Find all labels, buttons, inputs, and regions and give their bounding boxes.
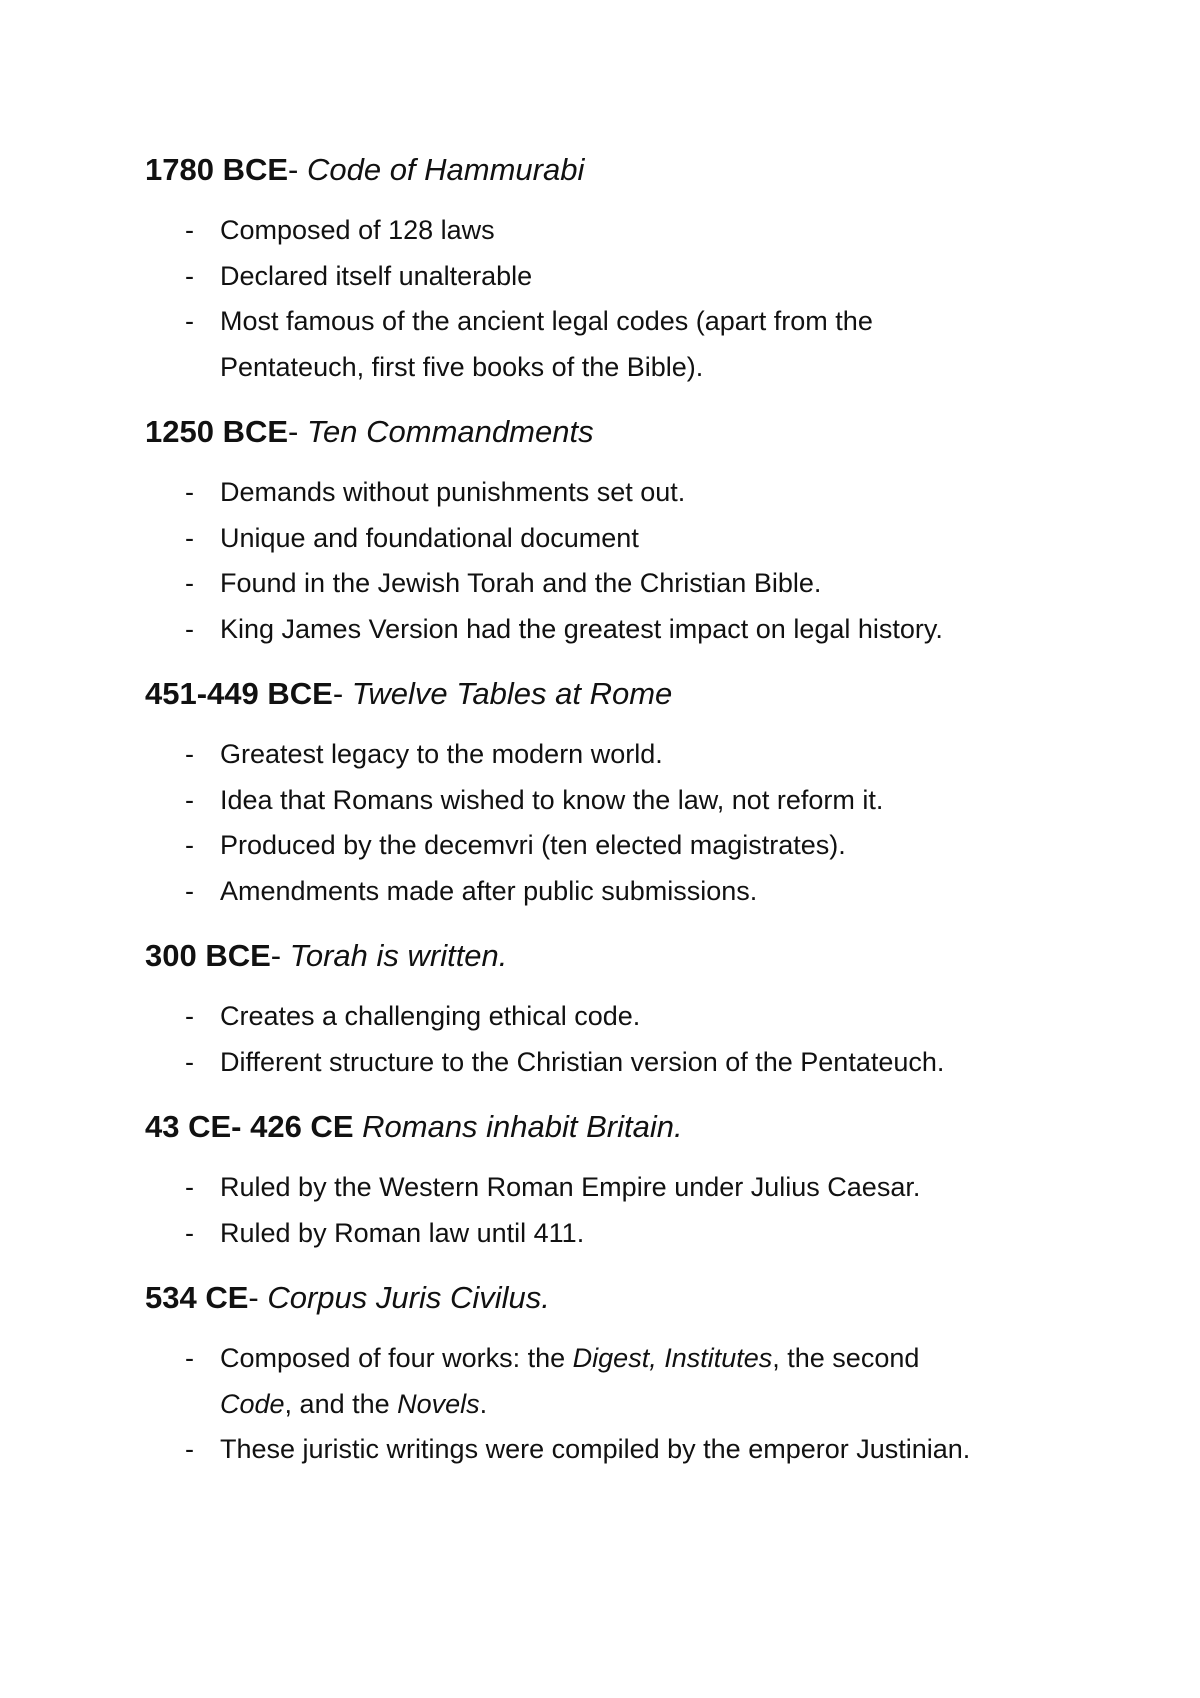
timeline-entry [145, 936, 1100, 1085]
bullet-text: Ruled by Roman law until 411. [220, 1217, 585, 1248]
italic-text-run: Digest, Institutes [572, 1343, 773, 1373]
dash-marker: - [185, 215, 194, 245]
list-item [145, 607, 1100, 653]
timeline-entry [145, 150, 1100, 390]
bullet-list [145, 208, 1100, 390]
dash-marker: - [185, 1434, 194, 1464]
entry-heading [145, 1278, 1100, 1318]
timeline-entry [145, 1107, 1100, 1256]
bullet-list [145, 1336, 1100, 1473]
bullet-text-line [220, 1382, 1100, 1428]
entry-separator: - [288, 414, 307, 449]
entry-title: Ten Commandments [306, 414, 594, 449]
bullet-text: Found in the Jewish Torah and the Christian Bible. [220, 568, 822, 598]
dash-marker: - [185, 1172, 194, 1202]
entry-title: Romans inhabit Britain. [362, 1109, 683, 1144]
text-run: , the second [772, 1343, 920, 1373]
dash-marker: - [185, 875, 194, 906]
dash-marker: - [185, 306, 194, 336]
dash-marker: - [185, 739, 194, 769]
list-item [145, 1336, 1100, 1427]
bullet-text-line: Pentateuch, first five books of the Bible). [220, 351, 704, 382]
dash-marker: - [185, 1343, 194, 1373]
entry-heading [145, 1107, 1100, 1147]
bullet-text: Unique and foundational document [220, 522, 639, 553]
list-item [145, 208, 1100, 254]
bullet-text: Creates a challenging ethical code. [220, 1001, 641, 1031]
bullet-text: Ruled by the Western Roman Empire under Julius Caesar. [220, 1172, 921, 1202]
timeline-entry [145, 1278, 1100, 1473]
timeline-entry [145, 412, 1100, 652]
entry-title: Twelve Tables at Rome [351, 676, 673, 711]
bullet-text: These juristic writings were compiled by the emperor Justinian. [220, 1434, 971, 1464]
dash-marker: - [185, 1046, 194, 1077]
dash-marker: - [185, 1217, 194, 1248]
entry-heading [145, 674, 1100, 714]
dash-marker: - [185, 568, 194, 598]
bullet-text: King James Version had the greatest impact on legal history. [220, 613, 943, 644]
list-item [145, 516, 1100, 562]
entry-separator: - [288, 152, 307, 187]
entry-separator: - [248, 1280, 268, 1315]
entry-separator: - [270, 938, 290, 973]
bullet-list [145, 470, 1100, 652]
dash-marker: - [185, 784, 194, 815]
entry-title: Corpus Juris Civilus. [267, 1280, 550, 1315]
list-item [145, 823, 1100, 869]
bullet-list [145, 732, 1100, 914]
bullet-text: Composed of 128 laws [220, 215, 495, 245]
entry-title: Torah is written. [289, 938, 508, 973]
list-item [145, 1165, 1100, 1211]
list-item [145, 470, 1100, 516]
list-item [145, 1040, 1100, 1086]
bullet-list [145, 1165, 1100, 1256]
entry-date: 451-449 BCE [145, 676, 333, 711]
bullet-text: Amendments made after public submissions. [220, 875, 758, 906]
list-item [145, 994, 1100, 1040]
list-item [145, 1427, 1100, 1473]
bullet-text: Idea that Romans wished to know the law, not reform it. [220, 784, 884, 815]
dash-marker: - [185, 830, 194, 860]
list-item [145, 561, 1100, 607]
list-item [145, 732, 1100, 778]
entry-title: Code of Hammurabi [306, 152, 585, 187]
list-item [145, 869, 1100, 915]
text-run: , and the [284, 1388, 398, 1419]
bullet-text-line [220, 1336, 1100, 1382]
text-run: Composed of four works: the [220, 1343, 573, 1373]
text-run: . [479, 1388, 488, 1419]
entry-date: 1780 BCE [145, 152, 289, 187]
list-item [145, 299, 1100, 390]
list-item [145, 778, 1100, 824]
entry-date: 534 CE [145, 1280, 249, 1315]
list-item [145, 1211, 1100, 1257]
bullet-text: Produced by the decemvri (ten elected magistrates). [220, 830, 846, 860]
dash-marker: - [185, 522, 194, 553]
list-item [145, 254, 1100, 300]
dash-marker: - [185, 1001, 194, 1031]
bullet-text: Declared itself unalterable [220, 260, 533, 291]
entry-heading [145, 150, 1100, 190]
entry-separator: - [332, 676, 352, 711]
timeline-entry [145, 674, 1100, 914]
bullet-text-line: Most famous of the ancient legal codes (apart from the [220, 306, 873, 336]
dash-marker: - [185, 477, 194, 507]
bullet-text: Different structure to the Christian version of the Pentateuch. [220, 1046, 945, 1077]
dash-marker: - [185, 613, 194, 644]
italic-text-run: Code [220, 1388, 285, 1419]
entry-heading [145, 936, 1100, 976]
entry-date: 1250 BCE [145, 414, 289, 449]
dash-marker: - [185, 260, 194, 291]
entry-separator [354, 1109, 363, 1144]
entry-date: 300 BCE [145, 938, 271, 973]
bullet-text: Greatest legacy to the modern world. [220, 739, 663, 769]
bullet-list [145, 994, 1100, 1085]
bullet-text: Demands without punishments set out. [220, 477, 686, 507]
entry-date: 43 CE- 426 CE [145, 1109, 354, 1144]
italic-text-run: Novels [397, 1388, 480, 1419]
entry-heading [145, 412, 1100, 452]
